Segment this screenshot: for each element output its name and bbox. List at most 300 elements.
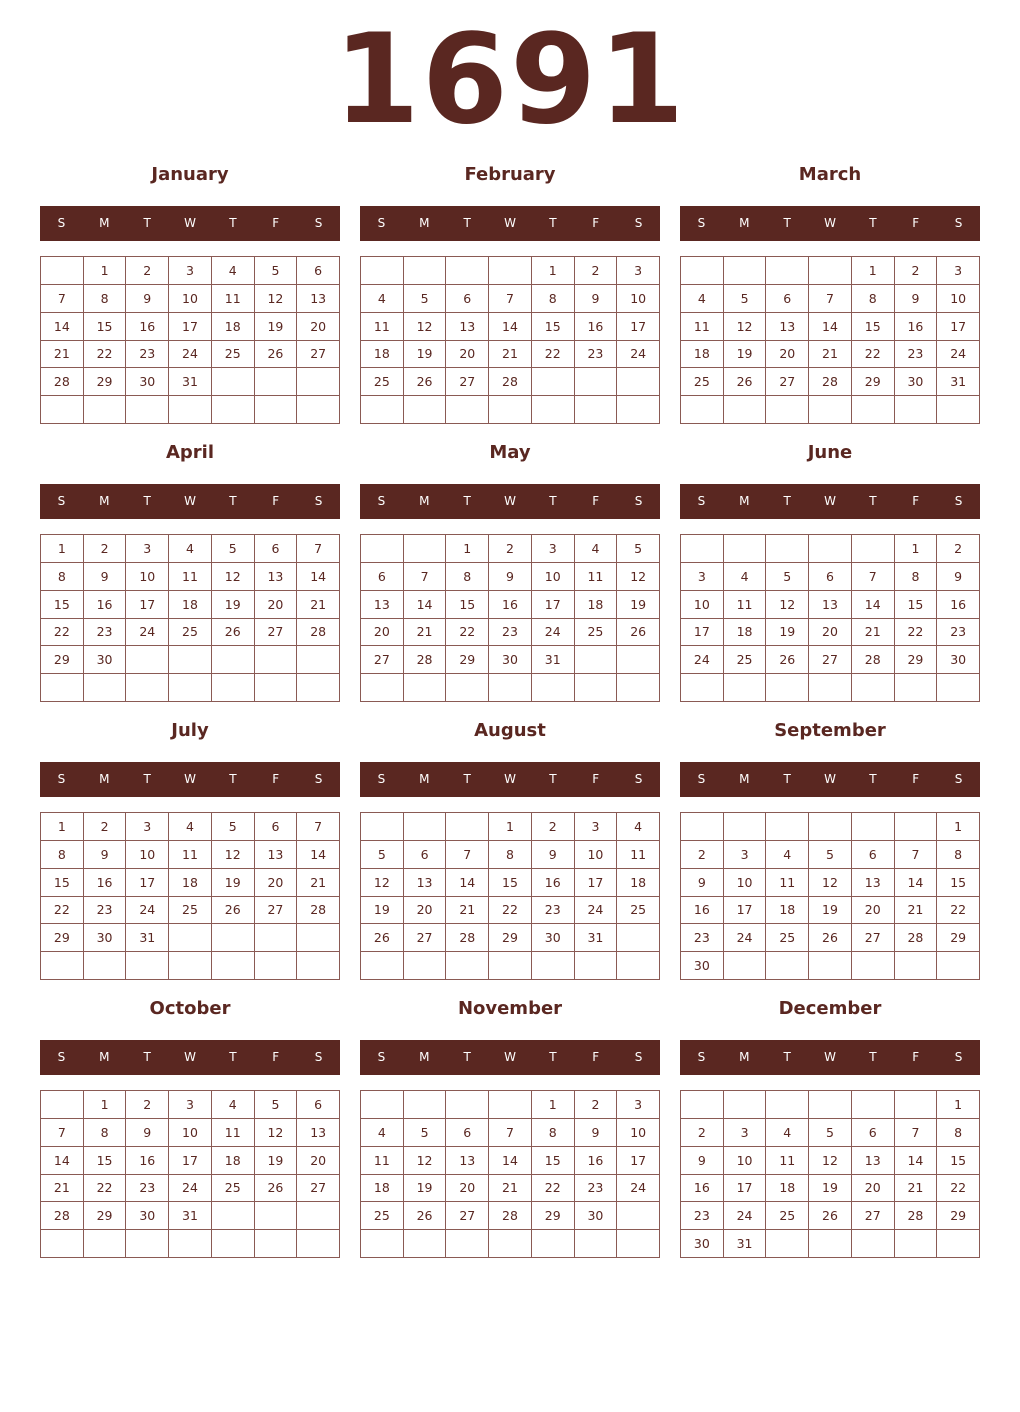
empty-day-cell bbox=[404, 257, 447, 285]
weekday-label: T bbox=[143, 494, 151, 508]
day-cell: 17 bbox=[617, 313, 660, 341]
empty-day-cell bbox=[361, 257, 404, 285]
day-cell: 24 bbox=[169, 1175, 212, 1203]
empty-day-cell bbox=[532, 674, 575, 702]
empty-day-cell bbox=[361, 535, 404, 563]
weekday-header bbox=[360, 206, 660, 241]
day-cell: 15 bbox=[41, 591, 84, 619]
weekday-header bbox=[360, 484, 660, 519]
day-cell: 14 bbox=[297, 841, 340, 869]
day-cell: 3 bbox=[532, 535, 575, 563]
day-cell: 23 bbox=[681, 924, 724, 952]
day-cell: 10 bbox=[575, 841, 618, 869]
day-cell: 19 bbox=[255, 1147, 298, 1175]
day-cell: 27 bbox=[297, 341, 340, 369]
weekday-label: M bbox=[99, 772, 110, 786]
weekday-label: T bbox=[229, 1050, 237, 1064]
empty-day-cell bbox=[809, 1230, 852, 1258]
day-cell: 18 bbox=[361, 1175, 404, 1203]
day-cell: 26 bbox=[617, 619, 660, 647]
day-cell: 18 bbox=[766, 1175, 809, 1203]
day-cell: 14 bbox=[297, 563, 340, 591]
weekday-label: S bbox=[314, 1050, 323, 1064]
day-cell: 18 bbox=[212, 1147, 255, 1175]
day-cell: 17 bbox=[937, 313, 980, 341]
day-cell: 16 bbox=[895, 313, 938, 341]
weekday-header bbox=[40, 484, 340, 519]
day-cell: 22 bbox=[532, 1175, 575, 1203]
day-cell: 2 bbox=[575, 257, 618, 285]
weekday-label: S bbox=[634, 216, 643, 230]
weekday-label: S bbox=[954, 216, 963, 230]
day-cell: 15 bbox=[41, 869, 84, 897]
day-cell: 27 bbox=[297, 1175, 340, 1203]
day-cell: 8 bbox=[41, 563, 84, 591]
day-cell: 1 bbox=[446, 535, 489, 563]
day-cell: 5 bbox=[212, 535, 255, 563]
day-cell: 7 bbox=[297, 813, 340, 841]
weekday-label: S bbox=[57, 772, 66, 786]
day-grid bbox=[360, 534, 660, 702]
empty-day-cell bbox=[361, 1230, 404, 1258]
day-cell: 1 bbox=[937, 1091, 980, 1119]
day-grid bbox=[680, 1090, 980, 1258]
day-cell: 27 bbox=[404, 924, 447, 952]
weekday-label: S bbox=[57, 216, 66, 230]
day-cell: 21 bbox=[297, 869, 340, 897]
day-cell: 11 bbox=[617, 841, 660, 869]
day-cell: 28 bbox=[446, 924, 489, 952]
day-cell: 5 bbox=[361, 841, 404, 869]
empty-day-cell bbox=[575, 952, 618, 980]
day-cell: 1 bbox=[84, 1091, 127, 1119]
day-cell: 30 bbox=[681, 1230, 724, 1258]
day-cell: 24 bbox=[724, 924, 767, 952]
empty-day-cell bbox=[617, 646, 660, 674]
day-cell: 20 bbox=[809, 619, 852, 647]
day-cell: 20 bbox=[297, 313, 340, 341]
month-name: September bbox=[774, 720, 886, 741]
empty-day-cell bbox=[532, 1230, 575, 1258]
weekday-label: S bbox=[377, 1050, 386, 1064]
day-cell: 27 bbox=[255, 897, 298, 925]
day-cell: 24 bbox=[169, 341, 212, 369]
day-cell: 10 bbox=[937, 285, 980, 313]
empty-day-cell bbox=[724, 674, 767, 702]
day-cell: 11 bbox=[169, 563, 212, 591]
day-cell: 14 bbox=[895, 1147, 938, 1175]
empty-day-cell bbox=[169, 396, 212, 424]
day-cell: 27 bbox=[766, 368, 809, 396]
empty-day-cell bbox=[169, 674, 212, 702]
day-cell: 3 bbox=[126, 535, 169, 563]
day-cell: 28 bbox=[297, 897, 340, 925]
weekday-label: W bbox=[824, 772, 836, 786]
day-cell: 31 bbox=[724, 1230, 767, 1258]
day-cell: 9 bbox=[84, 563, 127, 591]
month-name: February bbox=[464, 164, 556, 185]
day-cell: 21 bbox=[809, 341, 852, 369]
day-cell: 20 bbox=[852, 897, 895, 925]
empty-day-cell bbox=[937, 952, 980, 980]
empty-day-cell bbox=[575, 396, 618, 424]
day-cell: 4 bbox=[766, 841, 809, 869]
day-cell: 29 bbox=[489, 924, 532, 952]
day-cell: 12 bbox=[404, 313, 447, 341]
day-cell: 13 bbox=[809, 591, 852, 619]
day-cell: 15 bbox=[532, 1147, 575, 1175]
weekday-header bbox=[40, 762, 340, 797]
day-cell: 9 bbox=[681, 1147, 724, 1175]
month-name: April bbox=[165, 442, 215, 463]
empty-day-cell bbox=[766, 674, 809, 702]
day-cell: 6 bbox=[255, 813, 298, 841]
day-cell: 21 bbox=[446, 897, 489, 925]
day-cell: 26 bbox=[255, 341, 298, 369]
day-cell: 13 bbox=[255, 563, 298, 591]
empty-day-cell bbox=[404, 1091, 447, 1119]
day-cell: 12 bbox=[212, 563, 255, 591]
day-grid bbox=[360, 256, 660, 424]
weekday-label: W bbox=[824, 216, 836, 230]
empty-day-cell bbox=[617, 924, 660, 952]
weekday-label: S bbox=[314, 494, 323, 508]
weekday-label: T bbox=[463, 494, 471, 508]
day-cell: 28 bbox=[809, 368, 852, 396]
empty-day-cell bbox=[681, 396, 724, 424]
day-cell: 19 bbox=[766, 619, 809, 647]
day-cell: 29 bbox=[84, 1202, 127, 1230]
day-cell: 12 bbox=[809, 869, 852, 897]
empty-day-cell bbox=[681, 813, 724, 841]
day-cell: 7 bbox=[41, 1119, 84, 1147]
day-cell: 14 bbox=[489, 1147, 532, 1175]
day-grid bbox=[40, 534, 340, 702]
day-cell: 18 bbox=[361, 341, 404, 369]
day-cell: 23 bbox=[895, 341, 938, 369]
weekday-label: F bbox=[272, 494, 280, 508]
empty-day-cell bbox=[895, 396, 938, 424]
empty-day-cell bbox=[446, 257, 489, 285]
weekday-label: S bbox=[377, 216, 386, 230]
day-cell: 22 bbox=[446, 619, 489, 647]
empty-day-cell bbox=[446, 952, 489, 980]
day-cell: 30 bbox=[489, 646, 532, 674]
month-october bbox=[40, 994, 340, 1262]
weekday-label: W bbox=[824, 1050, 836, 1064]
weekday-label: S bbox=[954, 1050, 963, 1064]
day-cell: 8 bbox=[532, 285, 575, 313]
month-december bbox=[680, 994, 980, 1262]
weekday-label: M bbox=[419, 494, 430, 508]
day-cell: 17 bbox=[126, 869, 169, 897]
day-cell: 25 bbox=[169, 897, 212, 925]
day-cell: 1 bbox=[41, 535, 84, 563]
day-cell: 18 bbox=[575, 591, 618, 619]
day-cell: 9 bbox=[126, 1119, 169, 1147]
day-cell: 14 bbox=[41, 1147, 84, 1175]
empty-day-cell bbox=[84, 396, 127, 424]
day-cell: 10 bbox=[126, 841, 169, 869]
weekday-label: F bbox=[912, 216, 920, 230]
month-name: December bbox=[778, 998, 882, 1019]
weekday-label: M bbox=[739, 216, 750, 230]
day-cell: 25 bbox=[361, 1202, 404, 1230]
day-cell: 8 bbox=[84, 1119, 127, 1147]
empty-day-cell bbox=[84, 952, 127, 980]
empty-day-cell bbox=[809, 535, 852, 563]
day-cell: 4 bbox=[617, 813, 660, 841]
empty-day-cell bbox=[532, 952, 575, 980]
weekday-label: F bbox=[272, 772, 280, 786]
day-cell: 14 bbox=[41, 313, 84, 341]
day-grid bbox=[680, 812, 980, 980]
empty-day-cell bbox=[41, 1230, 84, 1258]
day-cell: 30 bbox=[681, 952, 724, 980]
weekday-label: S bbox=[954, 494, 963, 508]
day-cell: 7 bbox=[41, 285, 84, 313]
weekday-label: S bbox=[697, 494, 706, 508]
day-cell: 31 bbox=[937, 368, 980, 396]
day-cell: 25 bbox=[724, 646, 767, 674]
day-cell: 19 bbox=[212, 869, 255, 897]
day-cell: 6 bbox=[404, 841, 447, 869]
day-cell: 13 bbox=[404, 869, 447, 897]
day-cell: 24 bbox=[681, 646, 724, 674]
day-cell: 13 bbox=[446, 1147, 489, 1175]
day-cell: 11 bbox=[766, 1147, 809, 1175]
month-name: October bbox=[149, 998, 231, 1019]
day-cell: 1 bbox=[84, 257, 127, 285]
day-cell: 24 bbox=[617, 1175, 660, 1203]
day-cell: 5 bbox=[809, 1119, 852, 1147]
weekday-header bbox=[680, 1040, 980, 1075]
day-cell: 3 bbox=[126, 813, 169, 841]
day-cell: 19 bbox=[617, 591, 660, 619]
weekday-label: F bbox=[272, 216, 280, 230]
empty-day-cell bbox=[766, 1230, 809, 1258]
day-cell: 21 bbox=[489, 341, 532, 369]
empty-day-cell bbox=[766, 535, 809, 563]
weekday-label: F bbox=[912, 494, 920, 508]
day-cell: 6 bbox=[255, 535, 298, 563]
day-cell: 10 bbox=[169, 1119, 212, 1147]
empty-day-cell bbox=[766, 396, 809, 424]
day-cell: 12 bbox=[724, 313, 767, 341]
weekday-label: T bbox=[549, 772, 557, 786]
day-cell: 14 bbox=[446, 869, 489, 897]
day-cell: 23 bbox=[84, 619, 127, 647]
day-cell: 3 bbox=[937, 257, 980, 285]
day-cell: 4 bbox=[575, 535, 618, 563]
day-cell: 26 bbox=[724, 368, 767, 396]
day-grid bbox=[680, 534, 980, 702]
day-cell: 27 bbox=[446, 1202, 489, 1230]
day-cell: 26 bbox=[809, 924, 852, 952]
day-cell: 31 bbox=[532, 646, 575, 674]
empty-day-cell bbox=[617, 674, 660, 702]
day-cell: 17 bbox=[617, 1147, 660, 1175]
day-cell: 20 bbox=[255, 591, 298, 619]
empty-day-cell bbox=[361, 674, 404, 702]
day-cell: 21 bbox=[41, 341, 84, 369]
day-cell: 26 bbox=[404, 368, 447, 396]
day-cell: 24 bbox=[532, 619, 575, 647]
day-cell: 11 bbox=[575, 563, 618, 591]
day-cell: 19 bbox=[255, 313, 298, 341]
empty-day-cell bbox=[575, 646, 618, 674]
day-cell: 31 bbox=[575, 924, 618, 952]
empty-day-cell bbox=[297, 952, 340, 980]
day-cell: 23 bbox=[575, 341, 618, 369]
day-cell: 16 bbox=[126, 1147, 169, 1175]
empty-day-cell bbox=[212, 952, 255, 980]
day-cell: 10 bbox=[169, 285, 212, 313]
month-april bbox=[40, 438, 340, 706]
day-cell: 27 bbox=[255, 619, 298, 647]
day-cell: 28 bbox=[489, 1202, 532, 1230]
day-cell: 29 bbox=[937, 924, 980, 952]
day-cell: 25 bbox=[361, 368, 404, 396]
empty-day-cell bbox=[126, 1230, 169, 1258]
day-cell: 5 bbox=[255, 257, 298, 285]
weekday-label: T bbox=[463, 1050, 471, 1064]
day-cell: 31 bbox=[169, 1202, 212, 1230]
year-title: 1691 bbox=[333, 8, 687, 152]
day-cell: 26 bbox=[212, 619, 255, 647]
empty-day-cell bbox=[404, 674, 447, 702]
day-cell: 12 bbox=[404, 1147, 447, 1175]
empty-day-cell bbox=[255, 368, 298, 396]
empty-day-cell bbox=[255, 924, 298, 952]
month-name: July bbox=[171, 720, 209, 741]
empty-day-cell bbox=[575, 1230, 618, 1258]
day-cell: 15 bbox=[852, 313, 895, 341]
day-cell: 16 bbox=[126, 313, 169, 341]
month-march bbox=[680, 160, 980, 428]
day-cell: 9 bbox=[84, 841, 127, 869]
day-cell: 13 bbox=[852, 1147, 895, 1175]
weekday-header bbox=[680, 206, 980, 241]
weekday-label: F bbox=[592, 772, 600, 786]
empty-day-cell bbox=[297, 396, 340, 424]
weekday-label: T bbox=[229, 772, 237, 786]
empty-day-cell bbox=[681, 1091, 724, 1119]
month-june bbox=[680, 438, 980, 706]
month-august bbox=[360, 716, 660, 984]
day-cell: 5 bbox=[212, 813, 255, 841]
month-name: January bbox=[151, 164, 229, 185]
empty-day-cell bbox=[404, 1230, 447, 1258]
weekday-label: F bbox=[592, 1050, 600, 1064]
day-cell: 12 bbox=[255, 285, 298, 313]
day-cell: 6 bbox=[852, 841, 895, 869]
empty-day-cell bbox=[617, 952, 660, 980]
day-cell: 30 bbox=[532, 924, 575, 952]
day-cell: 11 bbox=[361, 313, 404, 341]
empty-day-cell bbox=[809, 813, 852, 841]
day-cell: 15 bbox=[489, 869, 532, 897]
empty-day-cell bbox=[724, 1091, 767, 1119]
day-cell: 22 bbox=[84, 1175, 127, 1203]
empty-day-cell bbox=[852, 535, 895, 563]
day-cell: 15 bbox=[84, 1147, 127, 1175]
day-cell: 2 bbox=[126, 257, 169, 285]
weekday-label: T bbox=[783, 494, 791, 508]
empty-day-cell bbox=[766, 813, 809, 841]
weekday-label: T bbox=[143, 216, 151, 230]
day-cell: 22 bbox=[41, 619, 84, 647]
weekday-label: W bbox=[184, 216, 196, 230]
day-cell: 28 bbox=[895, 1202, 938, 1230]
day-cell: 3 bbox=[575, 813, 618, 841]
weekday-label: S bbox=[314, 772, 323, 786]
day-cell: 3 bbox=[681, 563, 724, 591]
day-cell: 7 bbox=[297, 535, 340, 563]
empty-day-cell bbox=[766, 257, 809, 285]
weekday-label: S bbox=[634, 494, 643, 508]
day-cell: 14 bbox=[489, 313, 532, 341]
day-cell: 8 bbox=[937, 1119, 980, 1147]
empty-day-cell bbox=[489, 1230, 532, 1258]
month-july bbox=[40, 716, 340, 984]
day-cell: 1 bbox=[489, 813, 532, 841]
day-cell: 22 bbox=[489, 897, 532, 925]
day-cell: 17 bbox=[575, 869, 618, 897]
empty-day-cell bbox=[681, 535, 724, 563]
empty-day-cell bbox=[212, 924, 255, 952]
day-cell: 9 bbox=[532, 841, 575, 869]
empty-day-cell bbox=[809, 1091, 852, 1119]
day-cell: 20 bbox=[361, 619, 404, 647]
empty-day-cell bbox=[895, 813, 938, 841]
empty-day-cell bbox=[41, 674, 84, 702]
empty-day-cell bbox=[126, 952, 169, 980]
day-cell: 9 bbox=[681, 869, 724, 897]
empty-day-cell bbox=[255, 396, 298, 424]
day-cell: 27 bbox=[809, 646, 852, 674]
day-cell: 8 bbox=[895, 563, 938, 591]
day-cell: 2 bbox=[895, 257, 938, 285]
day-cell: 3 bbox=[617, 1091, 660, 1119]
empty-day-cell bbox=[126, 674, 169, 702]
weekday-label: M bbox=[739, 1050, 750, 1064]
empty-day-cell bbox=[809, 952, 852, 980]
day-cell: 18 bbox=[766, 897, 809, 925]
day-cell: 6 bbox=[446, 285, 489, 313]
day-cell: 22 bbox=[84, 341, 127, 369]
day-grid bbox=[40, 256, 340, 424]
day-cell: 28 bbox=[41, 1202, 84, 1230]
day-cell: 22 bbox=[895, 619, 938, 647]
day-cell: 30 bbox=[895, 368, 938, 396]
day-cell: 9 bbox=[895, 285, 938, 313]
empty-day-cell bbox=[212, 1202, 255, 1230]
day-cell: 21 bbox=[41, 1175, 84, 1203]
empty-day-cell bbox=[809, 257, 852, 285]
weekday-label: W bbox=[824, 494, 836, 508]
day-cell: 9 bbox=[575, 1119, 618, 1147]
empty-day-cell bbox=[895, 1091, 938, 1119]
day-grid bbox=[680, 256, 980, 424]
weekday-label: S bbox=[314, 216, 323, 230]
empty-day-cell bbox=[937, 1230, 980, 1258]
day-cell: 1 bbox=[852, 257, 895, 285]
empty-day-cell bbox=[766, 1091, 809, 1119]
empty-day-cell bbox=[809, 674, 852, 702]
weekday-label: S bbox=[697, 216, 706, 230]
day-cell: 8 bbox=[852, 285, 895, 313]
